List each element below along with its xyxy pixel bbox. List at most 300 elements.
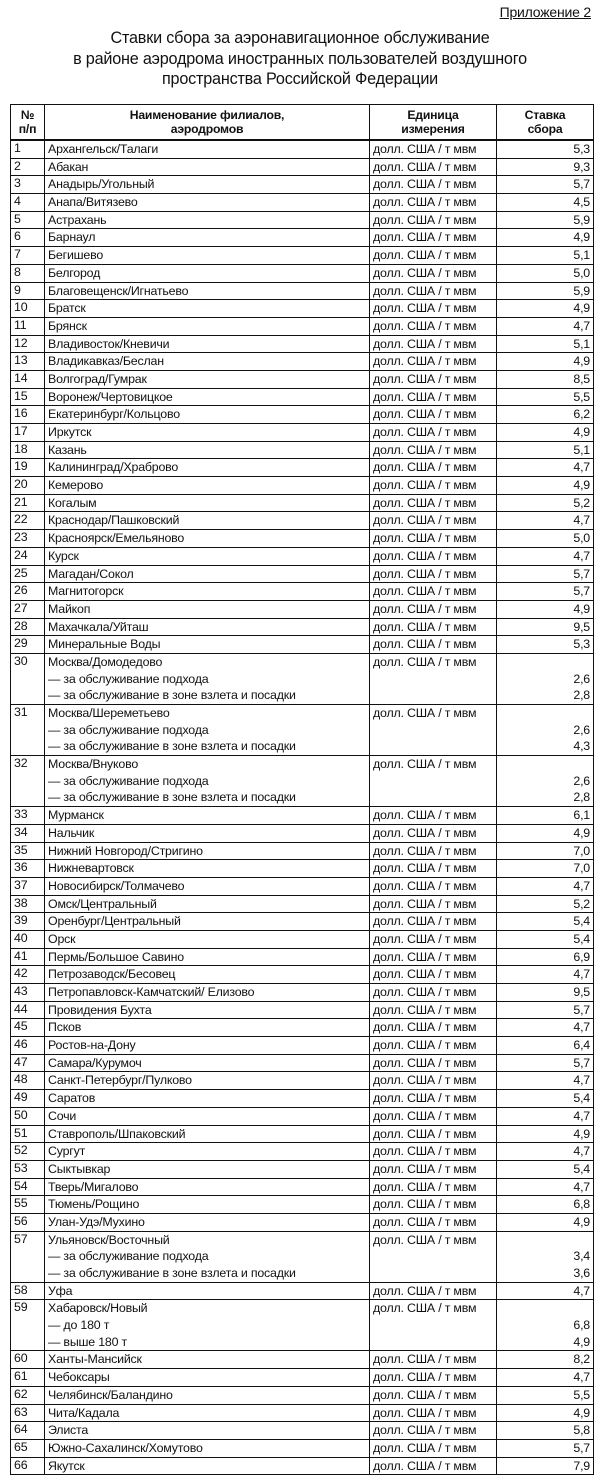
unit-of-measure: долл. США / т мвм [370, 1196, 497, 1214]
airport-name [45, 877, 370, 895]
rate-value: 5,4 [497, 930, 594, 948]
airport-name [45, 1282, 370, 1300]
row-number: 33 [11, 807, 45, 825]
header-name: Наименование филиалов, аэродромов [45, 105, 370, 141]
row-number: 21 [11, 494, 45, 512]
unit-of-measure: долл. США / т мвм [370, 895, 497, 913]
table-row [11, 1143, 594, 1161]
airport-name [45, 1300, 370, 1351]
unit-of-measure: долл. США / т мвм [370, 756, 497, 807]
row-number: 13 [11, 353, 45, 371]
airport-name [45, 547, 370, 565]
airport-name-line: Хабаровск/Новый [48, 1301, 148, 1316]
airport-name-line: Астрахань [48, 212, 107, 227]
unit-of-measure: долл. США / т мвм [370, 1054, 497, 1072]
airport-name [45, 930, 370, 948]
table-row [11, 176, 594, 194]
airport-name [45, 512, 370, 530]
airport-name-line: Нижневартовск [48, 861, 134, 876]
row-number: 63 [11, 1404, 45, 1422]
row-number: 66 [11, 1457, 45, 1475]
table-row [11, 335, 594, 353]
rate-value: 6,8 [497, 1196, 594, 1214]
rate-value: 4,5 [497, 194, 594, 212]
row-number: 19 [11, 459, 45, 477]
airport-name-line: Минеральные Воды [48, 637, 161, 652]
airport-name-line: Челябинск/Баландино [48, 1387, 173, 1402]
unit-of-measure: долл. США / т мвм [370, 1090, 497, 1108]
airport-name [45, 583, 370, 601]
airport-name [45, 317, 370, 335]
rate-value: 4,7 [497, 1143, 594, 1161]
airport-name [45, 247, 370, 265]
row-number: 16 [11, 406, 45, 424]
airport-name-line: Екатеринбург/Кольцово [48, 407, 180, 422]
unit-of-measure: долл. США / т мвм [370, 406, 497, 424]
service-subitem: — за обслуживание подхода [48, 671, 209, 686]
table-row [11, 636, 594, 654]
airport-name-line: Анадырь/Угольный [48, 177, 155, 192]
rate-value: 9,3 [497, 158, 594, 176]
unit-of-measure: долл. США / т мвм [370, 459, 497, 477]
airport-name-line: Сургут [48, 1144, 86, 1159]
airport-name-line: Белгород [48, 265, 101, 280]
unit-of-measure: долл. США / т мвм [370, 1019, 497, 1037]
row-number: 31 [11, 705, 45, 756]
airport-name-line: Элиста [48, 1423, 89, 1438]
airport-name-line: Бегишево [48, 248, 104, 263]
unit-of-measure: долл. США / т мвм [370, 441, 497, 459]
row-number: 55 [11, 1196, 45, 1214]
unit-of-measure: долл. США / т мвм [370, 194, 497, 212]
airport-name [45, 211, 370, 229]
airport-name-line: Провидения Бухта [48, 1002, 152, 1017]
row-number: 39 [11, 913, 45, 931]
appendix-label: Приложение 2 [499, 4, 591, 20]
table-row [11, 1072, 594, 1090]
rate-value: 2,6 4,3 [497, 705, 594, 756]
table-row [11, 877, 594, 895]
unit-of-measure: долл. США / т мвм [370, 705, 497, 756]
table-row [11, 512, 594, 530]
table-row [11, 264, 594, 282]
rate-value: 4,7 [497, 966, 594, 984]
table-row [11, 1422, 594, 1440]
table-row [11, 565, 594, 583]
airport-name [45, 1404, 370, 1422]
airport-name-line: Ростов-на-Дону [48, 1038, 136, 1053]
airport-name [45, 477, 370, 495]
airport-name-line: Курск [48, 548, 79, 563]
airport-name-line: Мурманск [48, 808, 104, 823]
unit-of-measure: долл. США / т мвм [370, 1351, 497, 1369]
row-number: 60 [11, 1351, 45, 1369]
airport-name-line: Барнаул [48, 230, 96, 245]
unit-of-measure: долл. США / т мвм [370, 477, 497, 495]
unit-of-measure: долл. США / т мвм [370, 176, 497, 194]
service-subitem: — за обслуживание в зоне взлета и посадки [48, 1266, 296, 1280]
row-number: 47 [11, 1054, 45, 1072]
airport-name [45, 1054, 370, 1072]
airport-name-line: Пермь/Большое Савино [48, 949, 184, 964]
row-number: 54 [11, 1178, 45, 1196]
table-row [11, 807, 594, 825]
row-number: 4 [11, 194, 45, 212]
airport-name [45, 824, 370, 842]
unit-of-measure: долл. США / т мвм [370, 984, 497, 1002]
table-body [11, 140, 594, 1475]
table-row [11, 913, 594, 931]
rate-value: 5,8 [497, 1422, 594, 1440]
airport-name-line: Новосибирск/Толмачево [48, 878, 185, 893]
rate-value: 5,3 [497, 140, 594, 158]
rate-value: 7,9 [497, 1457, 594, 1475]
rate-value: 5,9 [497, 282, 594, 300]
unit-of-measure: долл. США / т мвм [370, 547, 497, 565]
airport-name-line: Чебоксары [48, 1370, 110, 1385]
airport-name-line: Ставрополь/Шпаковский [48, 1126, 186, 1141]
airport-name-line: Москва/Внуково [48, 757, 139, 772]
unit-of-measure: долл. США / т мвм [370, 583, 497, 601]
airport-name-line: Нальчик [48, 825, 95, 840]
airport-name-line: Уфа [48, 1283, 73, 1298]
rate-value: 4,7 [497, 512, 594, 530]
table-row [11, 930, 594, 948]
rate-value: 5,7 [497, 1054, 594, 1072]
airport-name-line: Петропавловск-Камчатский/ Елизово [48, 985, 255, 999]
unit-of-measure: долл. США / т мвм [370, 335, 497, 353]
row-number: 49 [11, 1090, 45, 1108]
table-row [11, 1037, 594, 1055]
rate-value: 5,2 [497, 494, 594, 512]
unit-of-measure: долл. США / т мвм [370, 282, 497, 300]
airport-name-line: Когалым [48, 495, 97, 510]
airport-name-line: Сыктывкар [48, 1161, 111, 1176]
rate-value: 6,9 [497, 948, 594, 966]
airport-name [45, 984, 370, 1002]
unit-of-measure: долл. США / т мвм [370, 1037, 497, 1055]
unit-of-measure: долл. США / т мвм [370, 264, 497, 282]
unit-of-measure: долл. США / т мвм [370, 1422, 497, 1440]
unit-of-measure: долл. США / т мвм [370, 1231, 497, 1282]
unit-of-measure: долл. США / т мвм [370, 158, 497, 176]
unit-of-measure: долл. США / т мвм [370, 1300, 497, 1351]
unit-of-measure: долл. США / т мвм [370, 565, 497, 583]
row-number: 15 [11, 388, 45, 406]
airport-name [45, 653, 370, 704]
rate-value: 4,9 [497, 1404, 594, 1422]
row-number: 27 [11, 600, 45, 618]
airport-name-line: Оренбург/Центральный [48, 914, 181, 929]
rate-value: 5,1 [497, 335, 594, 353]
rate-value: 7,0 [497, 842, 594, 860]
unit-of-measure: долл. США / т мвм [370, 824, 497, 842]
airport-name [45, 530, 370, 548]
airport-name [45, 860, 370, 878]
airport-name [45, 1369, 370, 1387]
rate-value: 5,0 [497, 264, 594, 282]
row-number: 25 [11, 565, 45, 583]
rate-value: 5,5 [497, 1386, 594, 1404]
unit-of-measure: долл. США / т мвм [370, 494, 497, 512]
airport-name [45, 1143, 370, 1161]
airport-name [45, 264, 370, 282]
airport-name-line: Орск [48, 931, 76, 946]
airport-name-line: Краснодар/Пашковский [48, 513, 180, 528]
unit-of-measure: долл. США / т мвм [370, 300, 497, 318]
airport-name [45, 1072, 370, 1090]
unit-of-measure: долл. США / т мвм [370, 1143, 497, 1161]
airport-name-line: Брянск [48, 318, 87, 333]
table-row [11, 1090, 594, 1108]
unit-of-measure: долл. США / т мвм [370, 618, 497, 636]
rate-value: 8,5 [497, 370, 594, 388]
row-number: 40 [11, 930, 45, 948]
airport-name [45, 807, 370, 825]
row-number: 48 [11, 1072, 45, 1090]
table-row [11, 966, 594, 984]
table-row [11, 653, 594, 704]
table-row [11, 300, 594, 318]
row-number: 23 [11, 530, 45, 548]
rate-value: 2,6 2,8 [497, 756, 594, 807]
rate-value: 6,8 4,9 [497, 1300, 594, 1351]
rate-value: 5,7 [497, 565, 594, 583]
airport-name-line: Благовещенск/Игнатьево [48, 283, 189, 298]
airport-name [45, 424, 370, 442]
rate-value: 4,7 [497, 1369, 594, 1387]
rate-value: 4,7 [497, 1178, 594, 1196]
row-number: 51 [11, 1125, 45, 1143]
airport-name [45, 459, 370, 477]
table-header [11, 105, 594, 141]
airport-name [45, 353, 370, 371]
row-number: 29 [11, 636, 45, 654]
unit-of-measure: долл. США / т мвм [370, 229, 497, 247]
row-number: 14 [11, 370, 45, 388]
airport-name-line: Москва/Шереметьево [48, 706, 170, 720]
table-row [11, 1196, 594, 1214]
rate-value: 5,9 [497, 211, 594, 229]
row-number: 58 [11, 1282, 45, 1300]
row-number: 20 [11, 477, 45, 495]
airport-name-line: Сочи [48, 1108, 77, 1123]
rate-value: 4,9 [497, 600, 594, 618]
row-number: 26 [11, 583, 45, 601]
airport-name-line: Архангельск/Талаги [48, 142, 159, 156]
unit-of-measure: долл. США / т мвм [370, 653, 497, 704]
table-row [11, 1231, 594, 1282]
airport-name-line: Красноярск/Емельяново [48, 531, 185, 546]
airport-name-line: Петрозаводск/Бесовец [48, 967, 176, 982]
airport-name [45, 1019, 370, 1037]
unit-of-measure: долл. США / т мвм [370, 370, 497, 388]
table-row [11, 618, 594, 636]
table-row [11, 1213, 594, 1231]
table-row [11, 547, 594, 565]
table-row [11, 353, 594, 371]
table-row [11, 1351, 594, 1369]
airport-name-line: Майкоп [48, 601, 91, 616]
row-number: 45 [11, 1019, 45, 1037]
rate-value: 4,9 [497, 477, 594, 495]
table-row [11, 705, 594, 756]
row-number: 50 [11, 1107, 45, 1125]
unit-of-measure: долл. США / т мвм [370, 913, 497, 931]
airport-name-line: Махачкала/Уйташ [48, 619, 149, 634]
airport-name-line: Казань [48, 442, 87, 457]
table-row [11, 388, 594, 406]
airport-name-line: Улан-Удэ/Мухино [48, 1214, 145, 1229]
service-subitem: — за обслуживание подхода [48, 1249, 209, 1264]
service-subitem: — до 180 т [48, 1318, 110, 1333]
row-number: 46 [11, 1037, 45, 1055]
table-row [11, 247, 594, 265]
airport-name [45, 1196, 370, 1214]
airport-name-line: Саратов [48, 1091, 96, 1106]
airport-name-line: Магнитогорск [48, 584, 124, 599]
airport-name-line: Якутск [48, 1458, 85, 1473]
rate-value: 4,9 [497, 824, 594, 842]
service-subitem: — за обслуживание подхода [48, 722, 209, 737]
table-row [11, 441, 594, 459]
airport-name [45, 842, 370, 860]
rate-value: 4,7 [497, 1107, 594, 1125]
rate-value: 6,4 [497, 1037, 594, 1055]
airport-name [45, 1231, 370, 1282]
row-number: 8 [11, 264, 45, 282]
airport-name [45, 1439, 370, 1457]
title-line-3: пространства Российской Федерации [161, 70, 439, 88]
unit-of-measure: долл. США / т мвм [370, 353, 497, 371]
airport-name-line: Москва/Домодедово [48, 654, 163, 669]
table-row [11, 370, 594, 388]
airport-name [45, 1125, 370, 1143]
row-number: 10 [11, 300, 45, 318]
airport-name-line: Тюмень/Рощино [48, 1197, 140, 1212]
table-row [11, 1404, 594, 1422]
unit-of-measure: долл. США / т мвм [370, 600, 497, 618]
rate-value: 9,5 [497, 984, 594, 1002]
unit-of-measure: долл. США / т мвм [370, 636, 497, 654]
header-unit: Единица измерения [370, 105, 497, 141]
airport-name [45, 1422, 370, 1440]
row-number: 64 [11, 1422, 45, 1440]
airport-name-line: Псков [48, 1020, 82, 1035]
rate-value: 5,3 [497, 636, 594, 654]
table-row [11, 140, 594, 158]
unit-of-measure: долл. США / т мвм [370, 930, 497, 948]
table-row [11, 583, 594, 601]
rate-value: 4,9 [497, 229, 594, 247]
row-number: 9 [11, 282, 45, 300]
airport-name-line: Ханты-Мансийск [48, 1352, 142, 1367]
rate-value: 5,5 [497, 388, 594, 406]
airport-name [45, 756, 370, 807]
airport-name [45, 966, 370, 984]
airport-name-line: Владивосток/Кневичи [48, 336, 170, 351]
unit-of-measure: долл. США / т мвм [370, 1178, 497, 1196]
airport-name-line: Самара/Курумоч [48, 1055, 142, 1070]
table-row [11, 1107, 594, 1125]
table-row [11, 530, 594, 548]
row-number: 2 [11, 158, 45, 176]
unit-of-measure: долл. США / т мвм [370, 860, 497, 878]
airport-name [45, 618, 370, 636]
airport-name-line: Магадан/Сокол [48, 566, 134, 581]
unit-of-measure: долл. США / т мвм [370, 1072, 497, 1090]
unit-of-measure: долл. США / т мвм [370, 1125, 497, 1143]
airport-name [45, 370, 370, 388]
table-row [11, 984, 594, 1002]
unit-of-measure: долл. США / т мвм [370, 807, 497, 825]
table-row [11, 459, 594, 477]
airport-name [45, 1178, 370, 1196]
airport-name [45, 282, 370, 300]
rate-value: 4,9 [497, 1125, 594, 1143]
row-number: 24 [11, 547, 45, 565]
airport-name-line: Братск [48, 301, 86, 316]
airport-name-line: Калининград/Храброво [48, 460, 179, 475]
airport-name-line: Нижний Новгород/Стригино [48, 843, 203, 858]
title-line-1: Ставки сбора за аэронавигационное обслуживание [110, 29, 490, 47]
airport-name-line: Анапа/Витязево [48, 195, 138, 210]
unit-of-measure: долл. США / т мвм [370, 1457, 497, 1475]
rate-value: 5,7 [497, 1001, 594, 1019]
unit-of-measure: долл. США / т мвм [370, 211, 497, 229]
row-number: 56 [11, 1213, 45, 1231]
rate-value: 6,2 [497, 406, 594, 424]
table-row [11, 756, 594, 807]
rate-value: 4,7 [497, 547, 594, 565]
table-row [11, 1160, 594, 1178]
airport-name [45, 140, 370, 158]
airport-name-line: Иркутск [48, 425, 92, 439]
table-row [11, 1178, 594, 1196]
row-number: 59 [11, 1300, 45, 1351]
unit-of-measure: долл. США / т мвм [370, 1439, 497, 1457]
airport-name-line: Тверь/Мигалово [48, 1179, 139, 1194]
rate-value: 4,7 [497, 317, 594, 335]
row-number: 62 [11, 1386, 45, 1404]
row-number: 22 [11, 512, 45, 530]
unit-of-measure: долл. США / т мвм [370, 1404, 497, 1422]
unit-of-measure: долл. США / т мвм [370, 512, 497, 530]
row-number: 5 [11, 211, 45, 229]
row-number: 32 [11, 756, 45, 807]
header-rate: Ставка сбора [497, 105, 594, 141]
service-subitem: — за обслуживание подхода [48, 773, 209, 788]
rate-value: 5,1 [497, 441, 594, 459]
row-number: 61 [11, 1369, 45, 1387]
unit-of-measure: долл. США / т мвм [370, 1386, 497, 1404]
table-row [11, 282, 594, 300]
airport-name [45, 388, 370, 406]
airport-name [45, 705, 370, 756]
row-number: 6 [11, 229, 45, 247]
rate-value: 9,5 [497, 618, 594, 636]
table-row [11, 842, 594, 860]
airport-name [45, 300, 370, 318]
airport-name [45, 1001, 370, 1019]
rate-value: 5,7 [497, 1439, 594, 1457]
row-number: 37 [11, 877, 45, 895]
airport-name [45, 441, 370, 459]
rate-value: 2,6 2,8 [497, 653, 594, 704]
airport-name [45, 636, 370, 654]
airport-name-line: Чита/Кадала [48, 1405, 120, 1420]
rate-value: 4,9 [497, 300, 594, 318]
